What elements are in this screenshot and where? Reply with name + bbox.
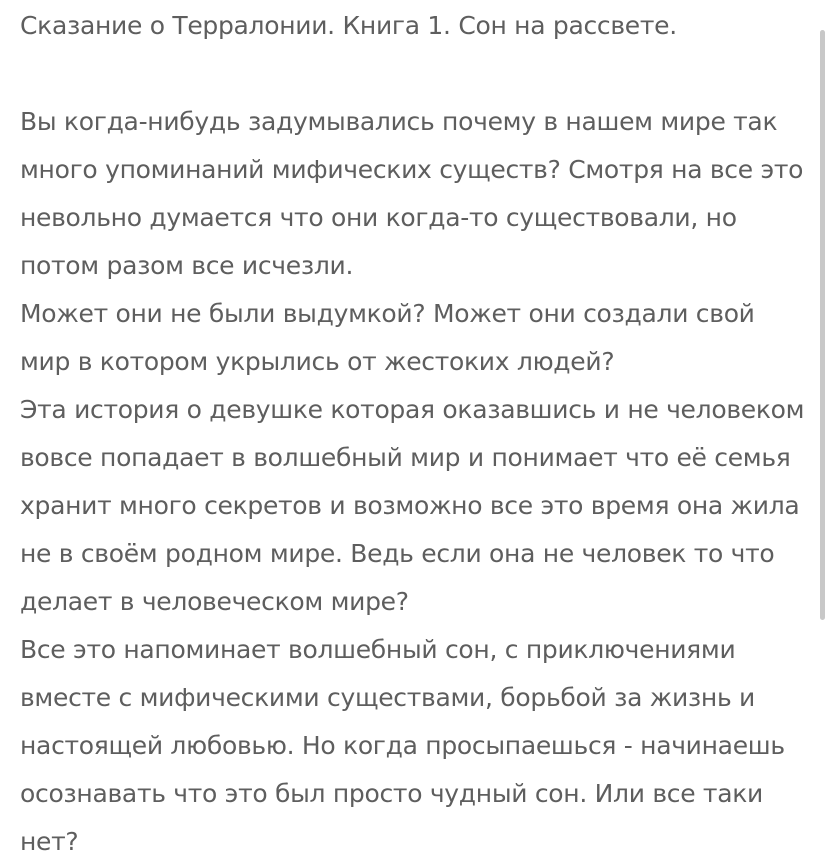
description-text xyxy=(20,0,810,866)
paragraph-dream: Все это напоминает волшебный сон, с приключениями вместе с мифическими существами, борьбой за жизнь и настоящей любовью. Но когда просыпаешься - начинаешь осознавать что это был просто чудный сон. Или все таки нет? xyxy=(20,635,785,856)
paragraph-story: Эта история о девушке которая оказавшись и не человеком вовсе попадает в волшебный мир и понимает что её семья хранит много секретов и возможно все это время она жила не в своём родном мире. Ведь если она не человек то что делает в человеческом мире? xyxy=(20,395,805,616)
paragraph-intro: Вы когда-нибудь задумывались почему в нашем мире так много упоминаний мифических существ? Смотря на все это невольно думается что они когда-то существовали, но потом разом все исчезли. xyxy=(20,107,804,280)
paragraph-question: Может они не были выдумкой? Может они создали свой мир в котором укрылись от жестоких людей? xyxy=(20,299,755,376)
scrollbar-thumb[interactable] xyxy=(820,30,825,620)
scrollbar[interactable] xyxy=(818,0,828,866)
book-title: Сказание о Терралонии. Книга 1. Сон на рассвете. xyxy=(20,11,677,40)
